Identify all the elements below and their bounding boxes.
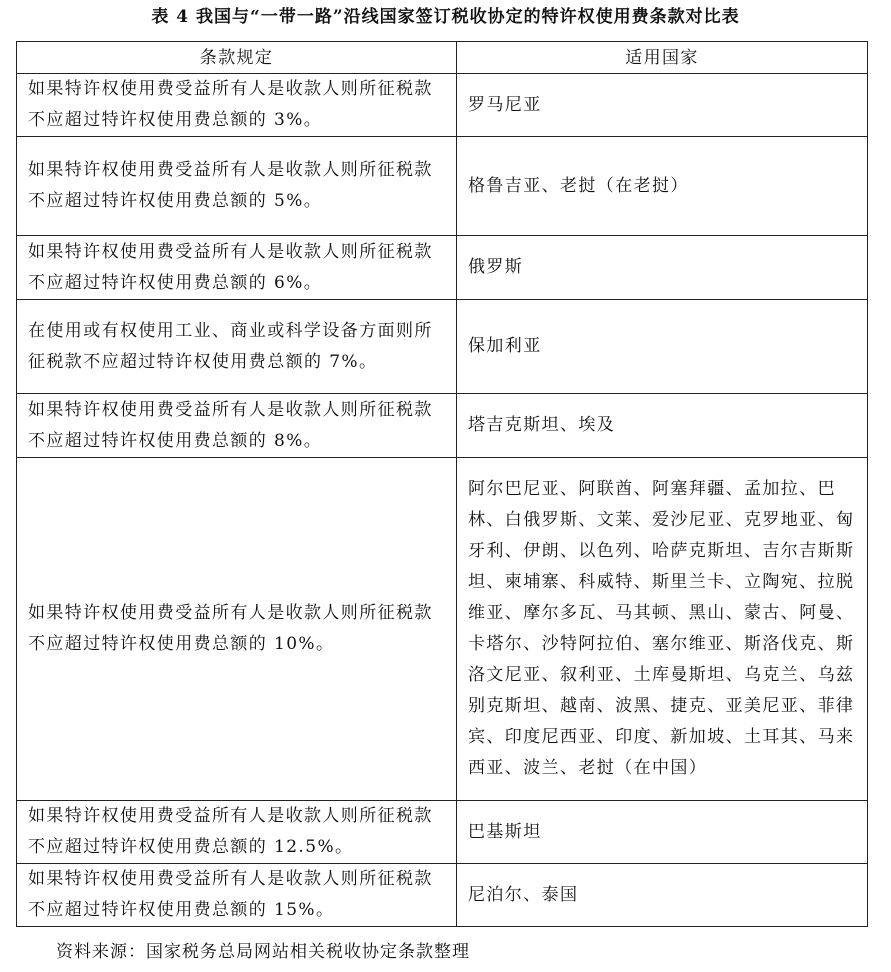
clause-cell: 如果特许权使用费受益所有人是收款人则所征税款不应超过特许权使用费总额的 5%。 — [17, 137, 457, 236]
countries-cell: 罗马尼亚 — [457, 74, 868, 137]
table-row — [17, 394, 868, 458]
treaty-comparison-table — [16, 41, 868, 927]
header-clause: 条款规定 — [17, 42, 457, 74]
countries-cell: 阿尔巴尼亚、阿联酋、阿塞拜疆、孟加拉、巴林、白俄罗斯、文莱、爱沙尼亚、克罗地亚、匈牙利、伊朗、以色列、哈萨克斯坦、吉尔吉斯斯坦、柬埔寨、科威特、斯里兰卡、立陶宛、拉脱维亚、摩尔多瓦、马其顿、黑山、蒙古、阿曼、卡塔尔、沙特阿拉伯、塞尔维亚、斯洛伐克、斯洛文尼亚、叙利亚、土库曼斯坦、乌克兰、乌兹别克斯坦、越南、波黑、捷克、亚美尼亚、菲律宾、印度尼西亚、印度、新加坡、土耳其、马来西亚、波兰、老挝（在中国） — [457, 458, 868, 801]
countries-cell: 俄罗斯 — [457, 236, 868, 300]
source-note: 资料来源：国家税务总局网站相关税收协定条款整理 — [56, 942, 470, 962]
table-row — [17, 236, 868, 300]
table-title: 表 4 我国与“一带一路”沿线国家签订税收协定的特许权使用费条款对比表 — [151, 7, 740, 27]
header-countries: 适用国家 — [457, 42, 868, 74]
clause-cell: 如果特许权使用费受益所有人是收款人则所征税款不应超过特许权使用费总额的 12.5%。 — [17, 801, 457, 864]
clause-cell: 如果特许权使用费受益所有人是收款人则所征税款不应超过特许权使用费总额的 10%。 — [17, 458, 457, 801]
table-row — [17, 458, 868, 801]
countries-cell: 巴基斯坦 — [457, 801, 868, 864]
countries-cell: 尼泊尔、泰国 — [457, 864, 868, 927]
table-header-row — [17, 42, 868, 74]
clause-cell: 如果特许权使用费受益所有人是收款人则所征税款不应超过特许权使用费总额的 3%。 — [17, 74, 457, 137]
clause-cell: 如果特许权使用费受益所有人是收款人则所征税款不应超过特许权使用费总额的 15%。 — [17, 864, 457, 927]
clause-cell: 如果特许权使用费受益所有人是收款人则所征税款不应超过特许权使用费总额的 6%。 — [17, 236, 457, 300]
clause-cell: 在使用或有权使用工业、商业或科学设备方面则所征税款不应超过特许权使用费总额的 7%。 — [17, 300, 457, 394]
table-row — [17, 801, 868, 864]
table-row — [17, 74, 868, 137]
table-row — [17, 864, 868, 927]
table-row — [17, 137, 868, 236]
countries-cell: 格鲁吉亚、老挝（在老挝） — [457, 137, 868, 236]
table-row — [17, 300, 868, 394]
countries-cell: 保加利亚 — [457, 300, 868, 394]
clause-cell: 如果特许权使用费受益所有人是收款人则所征税款不应超过特许权使用费总额的 8%。 — [17, 394, 457, 458]
countries-cell: 塔吉克斯坦、埃及 — [457, 394, 868, 458]
